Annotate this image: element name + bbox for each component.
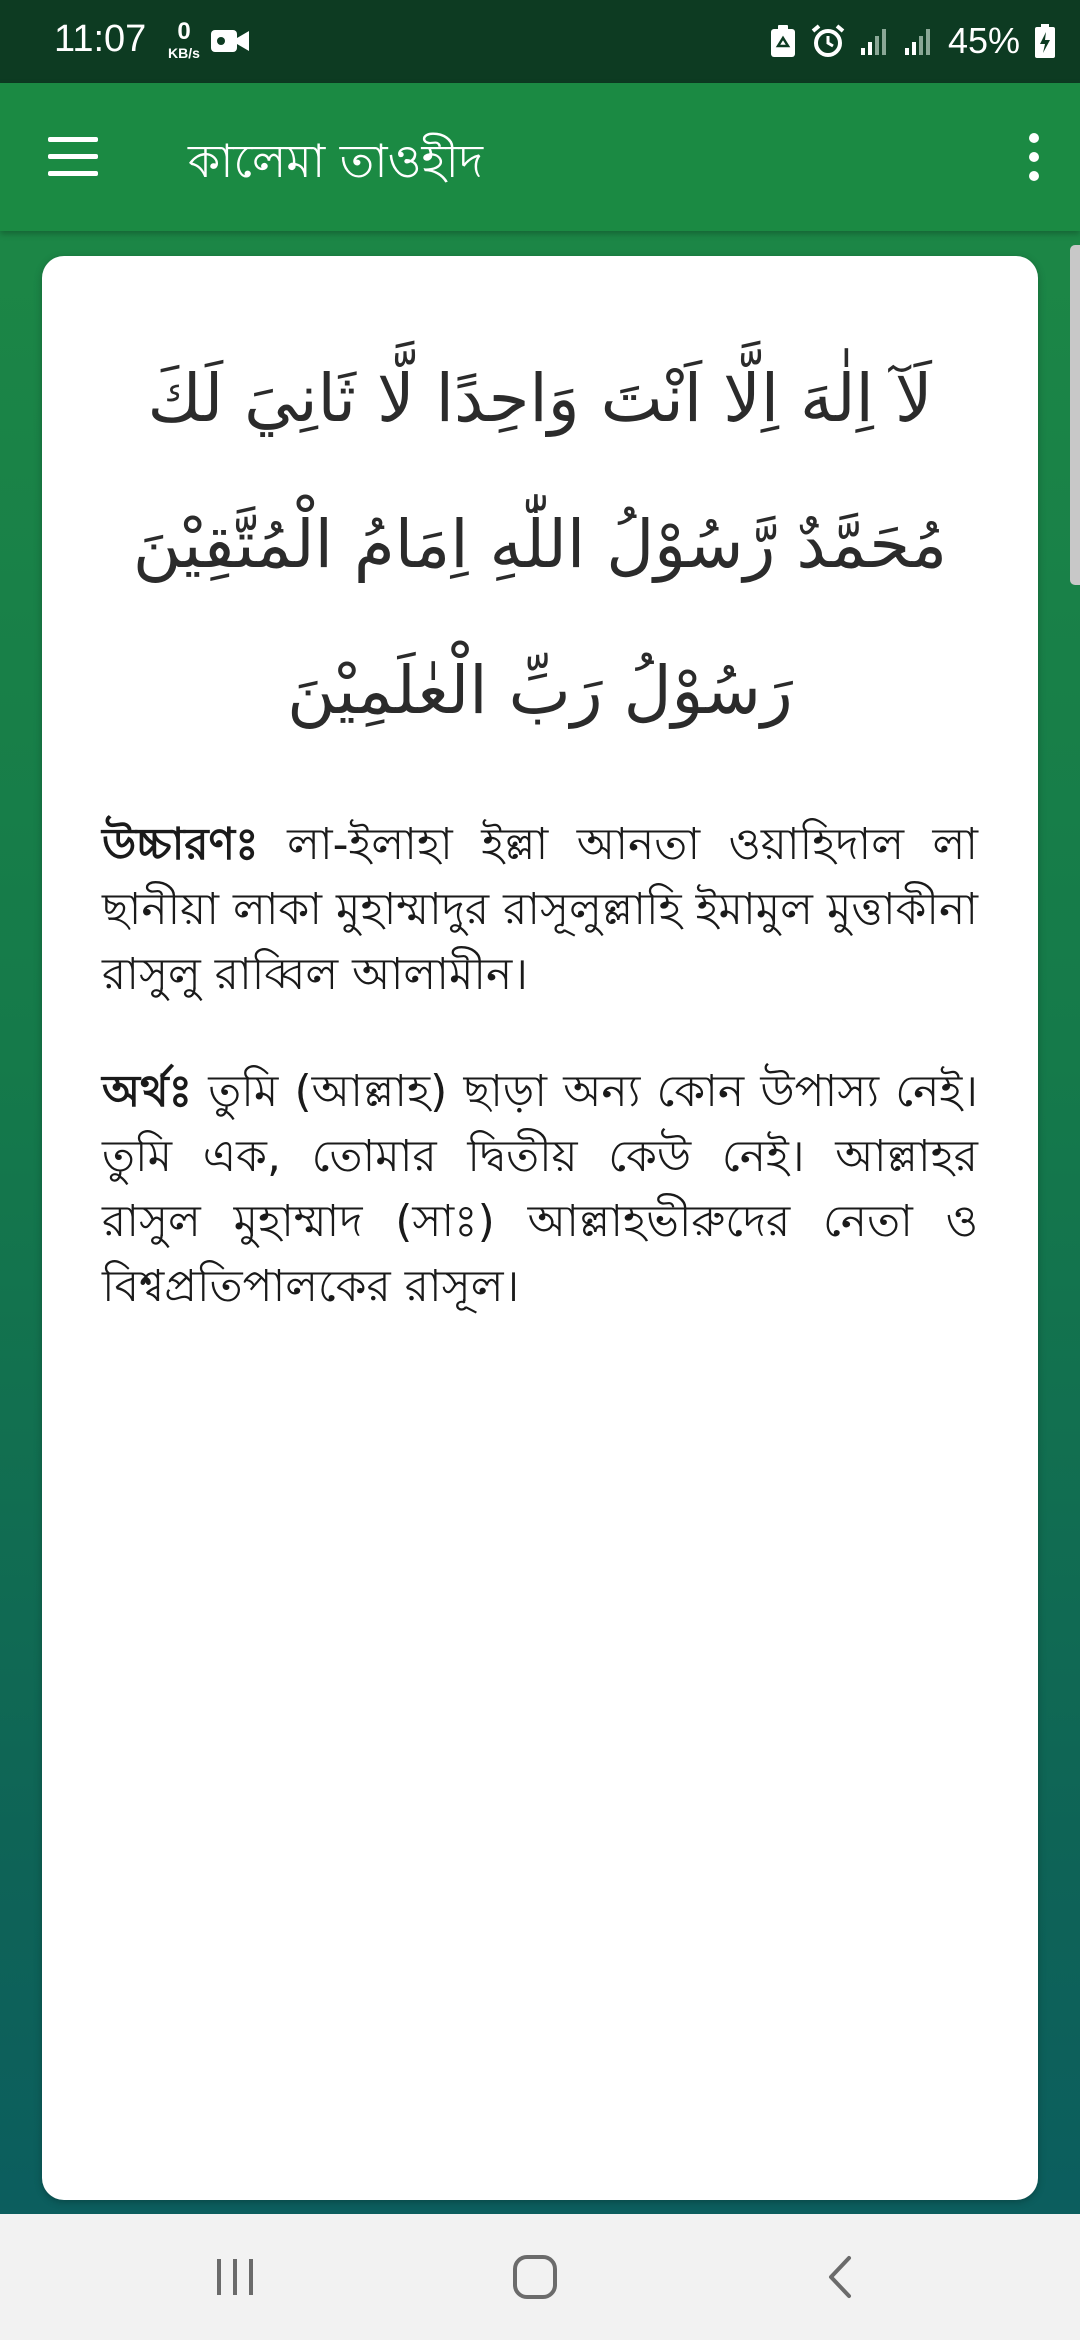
pronunciation-text: লা-ইলাহা ইল্লা আনতা ওয়াহিদাল লা ছানীয়া লাকা মুহাম্মাদুর রাসূলুল্লাহি ইমামুল মুত্তাকীনা রাসুলু রাব্বিল আলামীন। [102,819,978,1000]
battery-charging-icon [1034,23,1056,59]
status-time: 11:07 [54,18,147,60]
recycle-icon [770,24,796,58]
battery-percent: 45% [947,20,1020,61]
status-icons [770,16,1056,66]
pronunciation-label: উচ্চারণঃ [102,819,259,870]
network-speed-unit: KB/s [168,45,200,61]
recent-apps-button[interactable] [190,2244,280,2310]
meaning-text: তুমি (আল্লাহ) ছাড়া অন্য কোন উপাস্য নেই। তুমি এক, তোমার দ্বিতীয় কেউ নেই। আল্লাহর রাসুল মুহাম্মাদ (সাঃ) আল্লাহভীরুদের নেতা ও বিশ্বপ্রতিপালকের রাসূল। [102,1066,978,1312]
signal-icon-secondary [904,26,934,56]
recent-apps-icon [213,2257,257,2297]
content-card [42,256,1038,2200]
video-camera-icon [210,26,250,56]
meaning-label: অর্থঃ [102,1066,193,1117]
page-title: কালেমা তাওহীদ [188,134,483,188]
alarm-icon [810,23,846,59]
back-icon [825,2254,855,2300]
scrollbar[interactable] [1070,245,1080,585]
network-speed [162,20,206,60]
arabic-kalima-text: لَآ اِلٰهَ اِلَّا اَنْتَ وَاحِدًا لَّا ثَانِيَ لَكَ مُحَمَّدٌ رَّسُوْلُ اللّٰهِ اِمَامُ الْمُتَّقِيْنَ رَسُوْلُ رَبِّ الْعٰلَمِيْنَ [132,360,948,729]
network-speed-value: 0 [177,18,191,45]
home-icon [511,2253,559,2301]
pronunciation-paragraph [102,812,978,1007]
meaning-paragraph [102,1059,978,1319]
system-navigation-bar [0,2214,1080,2340]
app-bar [0,83,1080,231]
status-bar [0,0,1080,83]
home-button[interactable] [490,2244,580,2310]
back-button[interactable] [795,2244,885,2310]
more-vert-icon[interactable] [1026,133,1040,181]
signal-icon [860,26,890,56]
hamburger-menu-icon[interactable] [48,137,98,177]
